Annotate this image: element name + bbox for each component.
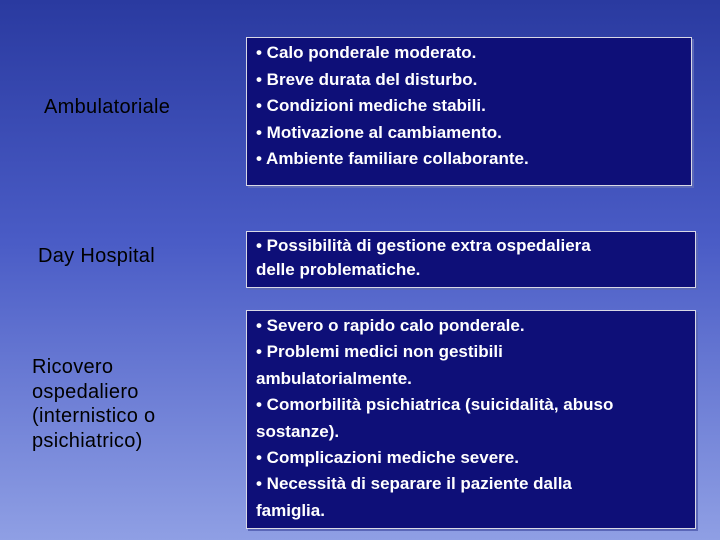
setting-label-ambulatoriale: [44, 95, 170, 119]
criteria-line: • Motivazione al cambiamento.: [256, 122, 502, 142]
setting-label-line: (internistico o: [32, 405, 156, 427]
criteria-line: • Ambiente familiare collaborante.: [256, 149, 529, 168]
criteria-line: • Complicazioni mediche severe.: [256, 448, 519, 468]
criteria-line: • Breve durata del disturbo.: [256, 69, 478, 89]
setting-label-day-hospital: [38, 244, 155, 268]
criteria-box-day-hospital: [246, 231, 696, 288]
criteria-line: sostanze).: [256, 421, 340, 441]
setting-label-line: Ricovero: [32, 356, 114, 378]
criteria-line: ambulatorialmente.: [256, 368, 412, 388]
setting-label-line: Day Hospital: [38, 245, 155, 267]
criteria-line: delle problematiche.: [256, 260, 421, 279]
setting-label-line: ospedaliero: [32, 380, 139, 403]
setting-label-ricovero: [32, 355, 155, 453]
criteria-line: • Possibilità di gestione extra ospedaliera: [256, 236, 591, 255]
criteria-line: • Condizioni mediche stabili.: [256, 96, 486, 115]
criteria-line: • Necessità di separare il paziente dalla: [256, 474, 572, 494]
criteria-line: • Calo ponderale moderato.: [256, 43, 477, 62]
criteria-box-ricovero: [246, 310, 696, 529]
setting-label-line: psichiatrico): [32, 429, 143, 452]
criteria-line: • Comorbilità psichiatrica (suicidalità, abuso: [256, 395, 614, 415]
criteria-line: • Problemi medici non gestibili: [256, 342, 503, 362]
setting-label-line: Ambulatoriale: [44, 96, 171, 118]
criteria-line: • Severo o rapido calo ponderale.: [256, 316, 525, 335]
criteria-box-ambulatoriale: [246, 37, 692, 186]
criteria-line: famiglia.: [256, 500, 325, 520]
